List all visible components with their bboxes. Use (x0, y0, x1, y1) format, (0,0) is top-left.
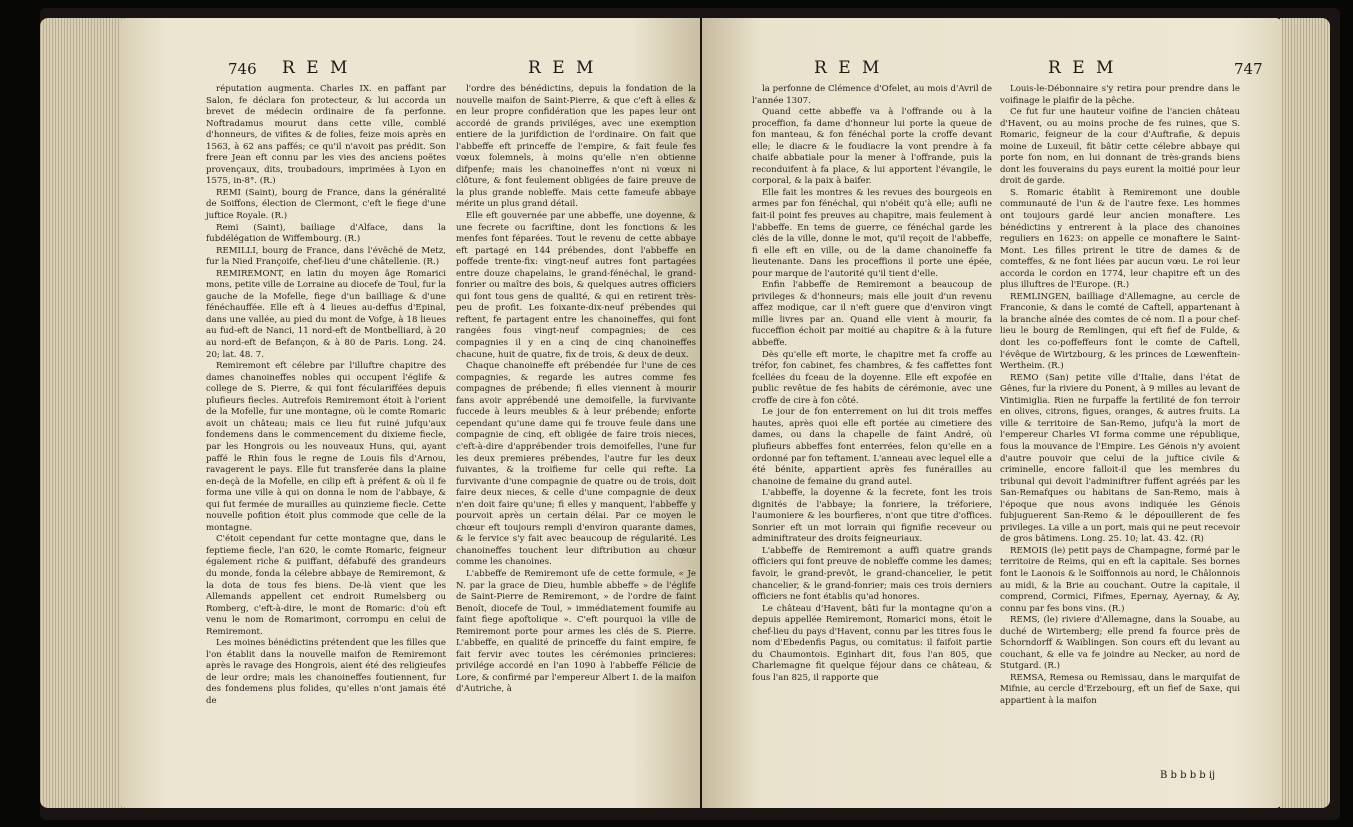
left-page-edges (40, 18, 124, 808)
paragraph: Elle eft gouvernée par une abbeffe, une doyenne, & une fecrete ou facriftine, dont les fonctions & les menfes font féparées. Tout le revenu de cette abbaye eft partagé en 144 prébendes, dont l'abbeffe en poffede trente-fix: vingt-neuf autres font partagées entre douze chapelains, le grand-fénéchal, le grand-fonrier ou maître des bois, & quelques autres officiers qui font tous gens de qualité, & qui en retirent très-peu de profit. Les foixante-dix-neuf prébendes qui reftent, fe partagent entre les chanoineffes, qui font rangées fous vingt-neuf compagnies; de ces compagnies il y en a cinq de cinq chanoineffes chacune, huit de quatre, fix de trois, & deux de deux. (456, 211, 696, 360)
page-number-right: 747 (1234, 60, 1263, 78)
paragraph: REMLINGEN, bailliage d'Allemagne, au cercle de Franconie, & dans le comté de Caftell, appartenant à la branche aînée des comtes de cé nom. Il a pour chef-lieu le bourg de Remlingen, qui eft fief de Fulde, & dont les co-poffeffeurs font le comte de Caftell, l'évêque de Wirtzbourg, & les princes de Lœwenftein-Wertheim. (R.) (1000, 291, 1240, 372)
paragraph: REMSA, Remesa ou Remissau, dans le marquifat de Mifnie, au cercle d'Erzebourg, eft un fief de Saxe, qui appartient à la maifon (1000, 672, 1240, 706)
right-page-edges (1280, 18, 1330, 808)
paragraph: REMO (San) petite ville d'Italie, dans l'état de Gênes, fur la riviere du Ponent, à 9 milles au levant de Vintimiglia. Rien ne furpaffe la fertilité de fon terroir en olives, citrons, figues, oranges, & autres fruits. La ville & territoire de San-Remo, jufqu'à la mort de l'empereur Charles VI forma comme une république, fous la mouvance de l'Empire. Les Génois n'y avoient d'autre pouvoir que celui de la juftice civile & criminelle, encore falloit-il que les membres du tribunal qui devoit l'adminiftrer fuffent agréés par les San-Remafques ou habitans de San-Remo, mais à l'époque que nous avons indiquée les Génois fubjuguerent San-Remo & le dépouillerent de fes privileges. La ville a un port, mais qui ne peut recevoir de gros bâtimens. Long. 25. 10; lat. 43. 42. (R) (1000, 372, 1240, 545)
paragraph: Remi (Saint), bailiage d'Alface, dans la fubdélégation de Wiffembourg. (R.) (206, 222, 446, 245)
paragraph: Enfin l'abbeffe de Remiremont a beaucoup de privileges & d'honneurs; mais elle jouit d'un revenu affez modique, car il n'eft guere que d'environ vingt mille livres par an. Quand elle vient à mourir, fa fucceffion échoit par moitié au chapitre & à la future abbeffe. (752, 280, 992, 349)
paragraph: l'ordre des bénédictins, depuis la fondation de la nouvelle maifon de Saint-Pierre, & que c'eft à elles & en leur propre confidération que les papes leur ont accordé de grands priviléges, avec une exemption entiere de la jurifdiction de l'ordinaire. On fait que l'abbeffe eft princeffe de l'empire, & fait feule fes vœux folemnels, à moins qu'elle n'en obtienne difpenfe; mais les chanoineffes n'ont ni vœux ni clôture, & font feulement obligées de faire preuve de la plus grande nobleffe. Mais cette fameufe abbaye mérite un plus grand détail. (456, 84, 696, 210)
running-head-right-2: R E M (1048, 58, 1117, 78)
running-head-right-1: R E M (814, 58, 883, 78)
right-page (702, 18, 1282, 808)
right-column-2 (1000, 84, 1240, 708)
paragraph: Chaque chanoineffe eft prébendée fur l'une de ces compagnies, & regarde les autres comme fes compagnes de prébende; fi elles viennent à mourir fans avoir apprébendé une demoifelle, la furvivante fuccede à leurs meubles & à leur prébende; enforte cependant qu'une dame qui fe trouve feule dans une compagnie de cinq, eft obligée de faire trois nieces, c'eft-à-dire d'apprébender trois demoifelles, l'une fur les deux premieres prébendes, l'autre fur les deux fuivantes, & la troifieme fur celle qui refte. La furvivante d'une compagnie de quatre ou de trois, doit faire deux nieces, & celle d'une compagnie de deux n'en doit faire qu'une; fi elles y manquent, l'abbeffe y pourvoit après un certain délai. Par ce moyen le chœur eft toujours rempli d'environ quarante dames, & le fervice s'y fait avec beaucoup de régularité. Les chanoineffes touchent leur diftribution au chœur comme les chanoines. (456, 361, 696, 568)
paragraph: Le château d'Havent, bâti fur la montagne qu'on a depuis appellée Remiremont, Romarici mons, étoit le chef-lieu du pays d'Havent, connu par les titres fous le nom d'Ebedenfis Pagus, ou comitatus: il faifoit partie du Chaumontois. Eginhart dit, fous l'an 805, que Charlemagne fit quelque féjour dans ce château, & fous l'an 825, il rapporte que (752, 603, 992, 683)
left-page (120, 18, 700, 808)
signature-mark: B b b b b ij (1160, 770, 1216, 781)
running-head-left-2: R E M (528, 58, 597, 78)
paragraph: L'abbeffe, la doyenne & la fecrete, font les trois dignités de l'abbaye; la fonriere, la tréforiere, l'aumoniere & les bourfieres, n'ont que titre d'offices. Sonrier eft un mot lorrain qui fignifie receveur ou adminiftrateur des droits feigneuriaux. (752, 488, 992, 545)
paragraph: réputation augmenta. Charles IX. en paffant par Salon, fe déclara fon protecteur, & lui accorda un brevet de médecin ordinaire de fa perfonne. Noftradamus mourut dans cette ville, comblé d'honneurs, de vifites & de folies, feize mois après en 1563, à 62 ans paffés; ce qu'il n'avoit pas prédit. Son frere Jean eft connu par les vies des anciens poëtes provençaux, dits, troubadours, imprimées à Lyon en 1575, in-8°. (R.) (206, 84, 446, 187)
left-column-2 (456, 84, 696, 696)
paragraph: REMS, (le) riviere d'Allemagne, dans la Souabe, au duché de Wirtemberg; elle prend fa fource près de Schorndorff & Waiblingen. Son cours eft du levant au couchant, & elle va fe joindre au Necker, au nord de Stutgard. (R.) (1000, 615, 1240, 672)
paragraph: Les moines bénédictins prétendent que les filles que l'on établit dans la nouvelle maifon de Remiremont après le ravage des Hongrois, aient été des religieufes de leur ordre; mais les chanoineffes foutiennent, fur des fondemens plus folides, qu'elles n'ont jamais été de (206, 638, 446, 706)
paragraph: Ce fut fur une hauteur voifine de l'ancien château d'Havent, ou au moins proche de fes ruines, que S. Romaric, feigneur de la cour d'Auftrafie, & depuis moine de Luxeuil, fit bâtir cette célebre abbaye qui porte fon nom, en lui donnant de très-grands biens dont les fouverains du pays eurent la moitié pour leur droit de garde. (1000, 107, 1240, 187)
paragraph: REMILLI, bourg de France, dans l'évêché de Metz, fur la Nied Françoife, chef-lieu d'une châtellenie. (R.) (206, 245, 446, 268)
paragraph: REMIREMONT, en latin du moyen âge Romarici mons, petite ville de Lorraine au diocefe de Toul, fur la gauche de la Mofelle, fiege d'un bailliage & d'une fénéchauffée. Elle eft à 4 lieues au-deffus d'Epinal, dans une vallée, au pied du mont de Vofge, à 18 lieues au fud-eft de Nanci, 11 nord-eft de Montbelliard, à 20 au nord-eft de Befançon, & à 80 de Paris. Long. 24. 20; lat. 48. 7. (206, 268, 446, 360)
paragraph: L'abbeffe de Remiremont ufe de cette formule, « Je N. par la grace de Dieu, humble abbeffe » de l'églife de Saint-Pierre de Remiremont, » de l'ordre de faint Benoît, diocefe de Toul, » immédiatement foumife au faint fiege apoftolique ». C'eft pourquoi la ville de Remiremont porte pour armes les clés de S. Pierre. L'abbeffe, en qualité de princeffe du faint empire, fe fait fervir avec toutes les cérémonies princieres: privilége accordé en l'an 1090 à l'abbeffe Félicie de Lore, & confirmé par l'empereur Albert I. de la maifon d'Autriche, à (456, 568, 696, 695)
paragraph: la perfonne de Clémence d'Ofelet, au mois d'Avril de l'année 1307. (752, 84, 992, 106)
page-number-left: 746 (228, 60, 257, 78)
left-column-1 (206, 84, 446, 708)
paragraph: Louis-le-Débonnaire s'y retira pour prendre dans le voifinage le plaifir de la pêche. (1000, 84, 1240, 106)
paragraph: Le jour de fon enterrement on lui dit trois meffes hautes, après quoi elle eft portée au cimetiere des dames, ou dans la chapelle de faint André, où plufieurs abbeffes font enterrées, felon qu'elle en a ordonné par fon teftament. L'anneau avec lequel elle a été bénite, appartient après fes funérailles au chanoine de femaine du grand autel. (752, 407, 992, 487)
paragraph: Dès qu'elle eft morte, le chapitre met fa croffe au tréfor, fon cabinet, fes chambres, & fes caffettes font fcellées du fceau de la doyenne. Elle eft expofée en public revêtue de fes habits de cérémonie, avec une croffe de cire à fon côté. (752, 349, 992, 406)
paragraph: S. Romaric établit à Remiremont une double communauté de l'un & de l'autre fexe. Les hommes ont toujours gardé leur ancien monaftere. Les bénédictins y entrerent à la place des chanoines reguliers en 1623: on appelle ce monaftere le Saint-Mont. Les filles prirent le titre de dames & de comteffes, & ne font liées par aucun vœu. Le roi leur accorda le cordon en 1774, leur chapitre eft un des plus illuftres de l'Europe. (R.) (1000, 187, 1240, 291)
paragraph: Quand cette abbeffe va à l'offrande ou à la proceffion, fa dame d'honneur lui porte la queue de fon manteau, & fon fénéchal porte la croffe devant elle; le diacre & le foudiacre la vont prendre à fa chaife abbatiale pour la mener à l'offrande, puis la reconduifent à fa place, & lui apportent l'évangile, le corporal, & la paix à baifer. (752, 107, 992, 187)
paragraph: L'abbeffe de Remiremont a auffi quatre grands officiers qui font preuve de nobleffe comme les dames; favoir, le grand-prevôt, le grand-chancelier, le petit chancelier, & le grand-fonrier; mais ces trois derniers officiers ne font établis qu'ad honores. (752, 545, 992, 603)
running-head-left-1: R E M (282, 58, 351, 78)
paragraph: Remiremont eft célebre par l'illuftre chapitre des dames chanoineffes nobles qui occupent l'églife & college de S. Pierre, & qui font féculariffées depuis plufieurs fiecles. Autrefois Remiremont étoit à l'orient de la Mofelle, fur une montagne, où le comte Romaric avoit un château; mais ce lieu fut ruiné jufqu'aux fondemens dans le commencement du dixieme fiecle, par les Hongrois ou les nouveaux Huns, qui, ayant paffé le Rhin fous le regne de Louis fils d'Arnou, ravagerent le pays. Elle fut transferée dans la plaine en-deçà de la Mofelle, en cilip eft à préfent & où il fe forma une ville à qui on donna le nom de l'abbaye, & qui fut fermée de murailles au quinzieme fiecle. Cette nouvelle pofition étoit plus commode que celle de la montagne. (206, 361, 446, 533)
paragraph: C'étoit cependant fur cette montagne que, dans le feptieme fiecle, l'an 620, le comte Romaric, feigneur également riche & puiffant, défabufé des grandeurs du monde, fonda la célebre abbaye de Remiremont, & la dota de tous fes biens. De-là vient que les Allemands appellent cet endroit Rumelsberg ou Romberg, c'eft-à-dire, le mont de Romaric: d'où eft venu le nom de Romarimont, corrompu en celui de Remiremont. (206, 534, 446, 637)
paragraph: Elle fait les montres & les revues des bourgeois en armes par fon fénéchal, qui n'obéit qu'à elle; aufli ne fait-il point fes preuves au chapitre, mais feulement à l'abbeffe. En tems de guerre, ce fénéchal garde les clés de la ville, donne le mot, qu'il reçoit de l'abbeffe, fi elle eft en ville, ou de la dame chanoineffe fa lieutenante. Dans les proceffions il porte une épée, pour marque de l'autorité qu'il tient d'elle. (752, 187, 992, 279)
paragraph: REMI (Saint), bourg de France, dans la généralité de Soiffons, élection de Clermont, c'eft le fiege d'une juftice Royale. (R.) (206, 187, 446, 222)
paragraph: REMOIS (le) petit pays de Champagne, formé par le territoire de Reims, qui en eft la capitale. Ses bornes font le Laonois & le Soiffonnois au nord, le Châlonnois au midi, & la Brie au couchant. Outre la capitale, il comprend, Cormici, Fifmes, Epernay, Ayernay, & Ay, connu par fes bons vins. (R.) (1000, 545, 1240, 614)
right-column-1 (752, 84, 992, 684)
